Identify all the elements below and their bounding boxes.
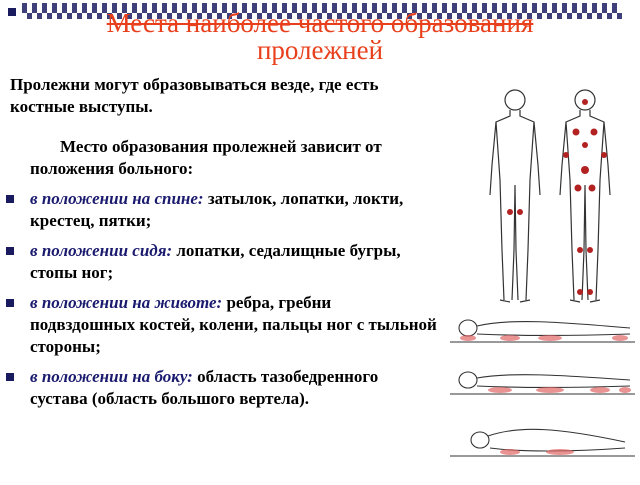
position-label: в положении сидя: (30, 241, 173, 260)
back-body-figure (560, 90, 610, 302)
front-body-figure (490, 90, 540, 302)
position-label: в положении на спине: (30, 189, 204, 208)
pressure-sore-illustrations (440, 70, 640, 480)
position-sites: лопатки, седалищные бугры, стопы ног; (30, 241, 401, 282)
position-sites: область тазобедренного сустава (область большого вертела). (30, 367, 379, 408)
list-item-prone (0, 292, 440, 358)
list-item-supine (0, 188, 440, 232)
position-sites: ребра, гребни подвздошных костей, колени, пальцы ног с тыльной стороны; (30, 293, 437, 356)
body-figures-illustration (440, 70, 640, 480)
position-label: в положении на боку: (30, 367, 193, 386)
slide-bullet-decoration (8, 8, 16, 16)
position-sites: затылок, лопатки, локти, крестец, пятки; (30, 189, 404, 230)
list-item-sitting (0, 240, 440, 284)
slide-title (20, 10, 620, 64)
title-line-2: пролежней (256, 35, 384, 65)
position-list (0, 188, 440, 418)
position-label: в положении на животе: (30, 293, 223, 312)
intro-position-text (30, 136, 390, 180)
intro-position-label: Место образования пролежней зависит от положения больного: (30, 137, 382, 178)
bullet-square-icon (6, 247, 14, 255)
list-item-side (0, 366, 440, 410)
bullet-square-icon (6, 299, 14, 307)
title-line-1: Места наиболее частого образования (106, 8, 534, 38)
bullet-square-icon (6, 373, 14, 381)
bullet-square-icon (6, 195, 14, 203)
intro-text: Пролежни могут образовываться везде, где есть костные выступы. (10, 75, 379, 116)
